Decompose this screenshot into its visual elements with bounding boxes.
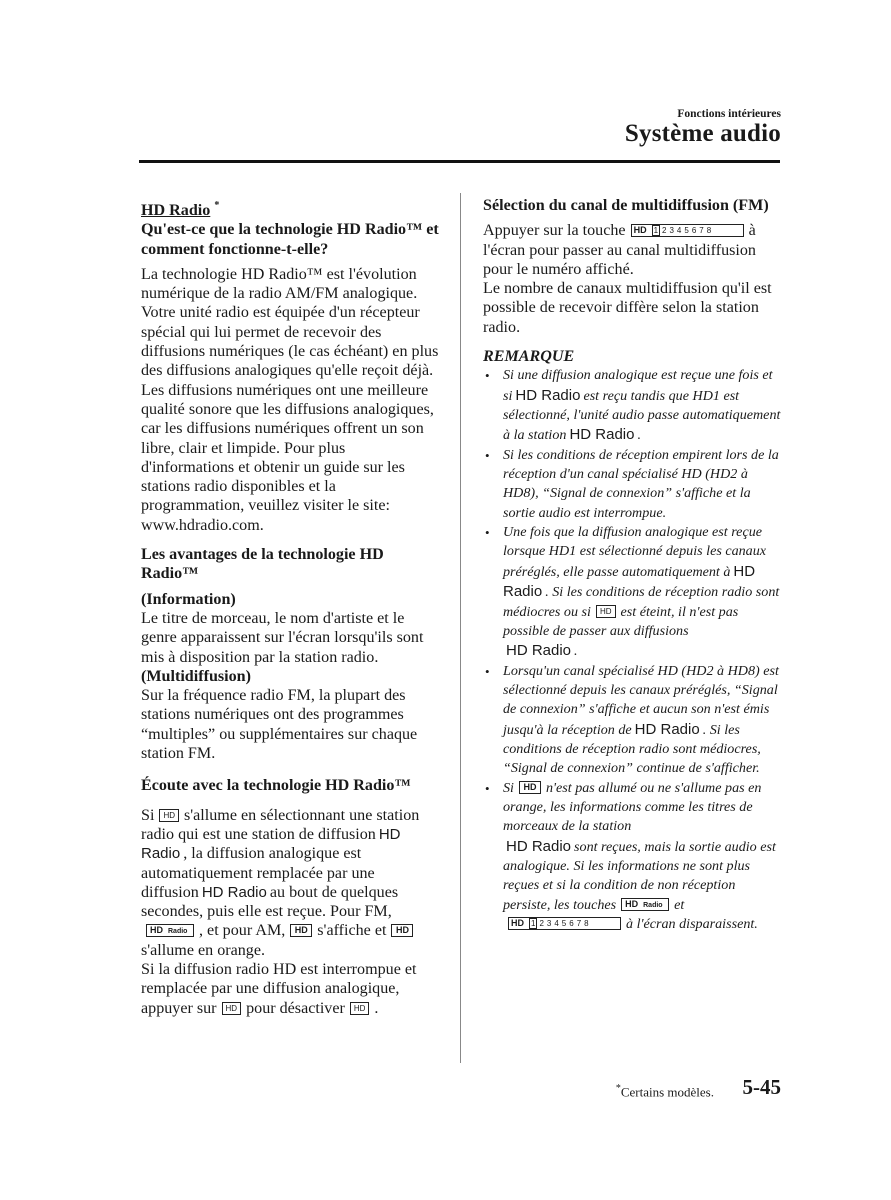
- hd-indicator-icon: HD: [596, 605, 616, 618]
- hd-signal-icon: HD: [519, 781, 541, 794]
- hd-radio-logo: HD Radio: [506, 642, 572, 660]
- hd-radio-logo: HD Radio: [503, 562, 756, 601]
- subheading-information: (Information): [141, 590, 236, 608]
- hd-radio-logo: HD Radio: [201, 883, 267, 901]
- paragraph-multicast-select: Appuyer sur la touche HD 1 2345678 à l'écran pour passer au canal multidiffusion pour le numéro affiché.: [483, 222, 756, 278]
- hd-radio-logo: HD Radio: [634, 720, 700, 738]
- hd-radio-fm-icon: HD Radio: [621, 898, 669, 911]
- note-item: • Si HD n'est pas allumé ou ne s'allume pas en orange, les informations comme les titres de morceaux de la station HD Radio sont reçues, mais la sortie audio est analogique. Si les informations ne sont plus reçues et si la condition de non réception persiste, les touches HD Radio et HD 1 2345678 à l'écran disparaissent.: [483, 779, 783, 935]
- hd-indicator-icon: HD: [159, 809, 179, 822]
- hd-am-icon: HD: [290, 924, 312, 937]
- header-rule: [139, 160, 780, 163]
- note-item: • Si une diffusion analogique est reçue une fois et si HD Radio est reçu tandis que HD1 est sélectionné, l'unité audio passe automatiquement à la station HD Radio .: [483, 366, 783, 445]
- page-title: Système audio: [624, 120, 781, 147]
- subheading-advantages: Les avantages de la technologie HD Radio™: [141, 546, 384, 583]
- paragraph-multicast: Sur la fréquence radio FM, la plupart des stations numériques ont des programmes “multiples” ou supplémentaires sur chaque station FM.: [141, 687, 418, 763]
- note-item: • Si les conditions de réception empirent lors de la réception d'un canal spécialisé HD (HD2 à HD8), “Signal de connexion” s'affiche et la sortie audio est interrompue.: [483, 446, 783, 523]
- right-column: [483, 196, 783, 934]
- subheading-what-is: Qu'est-ce que la technologie HD Radio™ et comment fonctionne-t-elle?: [141, 221, 439, 258]
- paragraph-disable-hd: Si la diffusion radio HD est interrompue et remplacée par une diffusion analogique, appuyer sur HD pour désactiver HD .: [141, 960, 417, 1017]
- hd-button-icon: HD: [222, 1002, 242, 1015]
- model-footnote-mark: *: [214, 200, 220, 211]
- running-header: Fonctions intérieures: [677, 108, 781, 120]
- subheading-listening: Écoute avec la technologie HD Radio™: [141, 777, 411, 795]
- column-divider: [460, 193, 461, 1063]
- hd-radio-logo: HD Radio: [515, 386, 581, 404]
- footnote-mark: *: [615, 1083, 621, 1094]
- note-heading: REMARQUE: [483, 348, 575, 366]
- subheading-multicast-select: Sélection du canal de multidiffusion (FM): [483, 197, 769, 214]
- hd-radio-logo: HD Radio: [141, 825, 401, 863]
- hd-radio-fm-icon: HD Radio: [146, 924, 194, 937]
- footnote: *Certains modèles.: [615, 1083, 714, 1100]
- section-title: HD Radio *: [141, 196, 442, 220]
- note-item: • Lorsqu'un canal spécialisé HD (HD2 à HD8) est sélectionné depuis les canaux préréglés, “Signal de connexion” s'affiche et aucun son n'est émis jusqu'à la réception de HD Radio . Si les conditions de réception radio sont médiocres, “Signal de connexion” continue de s'afficher.: [483, 662, 783, 779]
- paragraph-information: Le titre de morceau, le nom d'artiste et le genre apparaissent sur l'écran lorsqu'ils sont mis à disposition par la station radio.: [141, 609, 424, 666]
- page-number: 5-45: [742, 1075, 781, 1099]
- multicast-channel-icon: HD 1 2345678: [631, 224, 744, 237]
- hd-radio-logo: HD Radio: [506, 837, 572, 855]
- multicast-channel-icon: HD 1 2345678: [508, 917, 621, 930]
- left-column: [141, 196, 442, 1018]
- paragraph-what-is: La technologie HD Radio™ est l'évolution numérique de la radio AM/FM analogique. Votre unité radio est équipée d'un récepteur spécial qui lui permet de recevoir des diffusions numériques (le cas échéant) en plus des diffusions analogiques qu'elle reçoit déjà. Les diffusions numériques ont une meilleure qualité sonore que les diffusions analogiques, car les diffusions numériques offrent un son libre, clair et limpide. Pour plus d'informations et obtenir un guide sur les stations radio disponibles et la programmation, veuillez visiter le site: www.hdradio.com.: [141, 265, 439, 534]
- paragraph-listening: Si HD s'allume en sélectionnant une station radio qui est une station de diffusion HD Radio , la diffusion analogique est automatiquement remplacée par une diffusion HD Radio au bout de quelques secondes, puis elle est reçue. Pour FM,HD Radio , et pour AM, HD s'affiche et HDs'allume en orange.: [141, 806, 420, 959]
- note-list: [483, 366, 783, 934]
- hd-signal-icon: HD: [391, 924, 413, 937]
- subheading-multicast: (Multidiffusion): [141, 667, 251, 685]
- note-item: • Une fois que la diffusion analogique est reçue lorsque HD1 est sélectionné depuis les canaux préréglés, elle passe automatiquement à HD Radio . Si les conditions de réception radio sont médiocres ou si HD est éteint, il n'est pas possible de passer aux diffusions HD Radio .: [483, 523, 783, 661]
- hd-indicator-icon: HD: [350, 1002, 370, 1015]
- hd-radio-logo: HD Radio: [569, 426, 635, 444]
- paragraph-channel-count: Le nombre de canaux multidiffusion qu'il est possible de recevoir diffère selon la station radio.: [483, 280, 772, 336]
